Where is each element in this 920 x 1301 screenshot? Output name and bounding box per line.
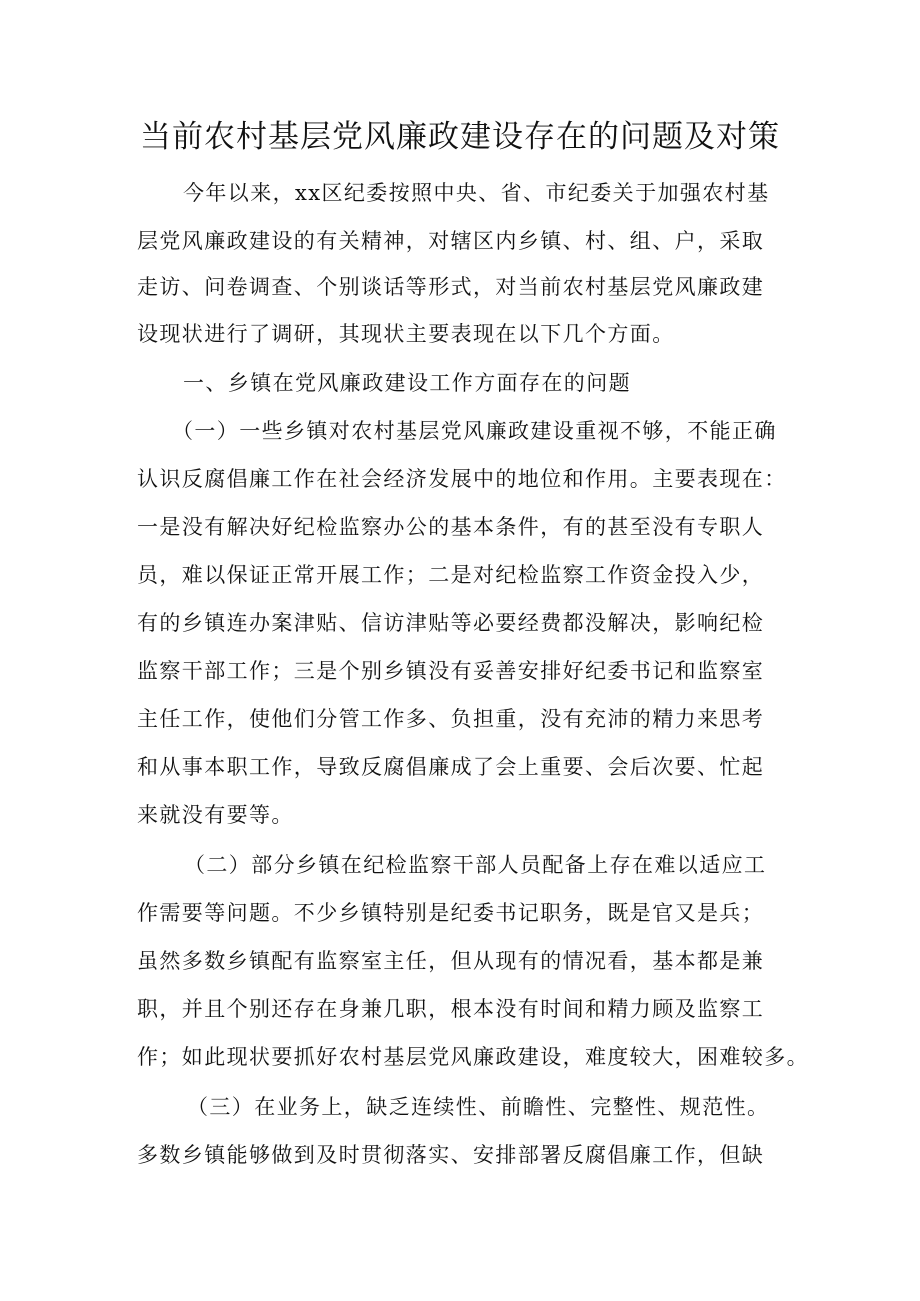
paragraph-line: 虽然多数乡镇配有监察室主任，但从现有的情况看，基本都是兼 bbox=[137, 949, 765, 973]
paragraph-line: 有的乡镇连办案津贴、信访津贴等必要经费都没解决，影响纪检 bbox=[137, 611, 765, 635]
paragraph-line: 主任工作，使他们分管工作多、负担重，没有充沛的精力来思考 bbox=[137, 707, 765, 731]
paragraph-line: 设现状进行了调研，其现状主要表现在以下几个方面。 bbox=[137, 322, 675, 346]
document-title: 当前农村基层党风廉政建设存在的问题及对策 bbox=[140, 119, 780, 155]
paragraph-line: 一是没有解决好纪检监察办公的基本条件，有的甚至没有专职人 bbox=[137, 515, 765, 539]
paragraph-line: 多数乡镇能够做到及时贯彻落实、安排部署反腐倡廉工作，但缺 bbox=[137, 1143, 765, 1167]
paragraph-line: 层党风廉政建设的有关精神，对辖区内乡镇、村、组、户，采取 bbox=[137, 229, 765, 253]
paragraph-line: （一）一些乡镇对农村基层党风廉政建设重视不够，不能正确 bbox=[172, 419, 777, 443]
paragraph-line: （二）部分乡镇在纪检监察干部人员配备上存在难以适应工 bbox=[184, 853, 767, 877]
paragraph-line: 来就没有要等。 bbox=[137, 803, 294, 827]
paragraph-line: 走访、问卷调查、个别谈话等形式，对当前农村基层党风廉政建 bbox=[137, 275, 765, 299]
paragraph-line: 作；如此现状要抓好农村基层党风廉政建设，难度较大，困难较多。 bbox=[137, 1045, 809, 1069]
paragraph-line: 职，并且个别还存在身兼几职，根本没有时间和精力顾及监察工 bbox=[137, 997, 765, 1021]
paragraph-line: 作需要等问题。不少乡镇特别是纪委书记职务，既是官又是兵； bbox=[137, 901, 765, 925]
paragraph-line: 监察干部工作；三是个别乡镇没有妥善安排好纪委书记和监察室 bbox=[137, 659, 765, 683]
section-heading: 一、乡镇在党风廉政建设工作方面存在的问题 bbox=[183, 371, 631, 395]
paragraph-line: 和从事本职工作，导致反腐倡廉成了会上重要、会后次要、忙起 bbox=[137, 755, 765, 779]
paragraph-line: （三）在业务上，缺乏连续性、前瞻性、完整性、规范性。 bbox=[187, 1095, 770, 1119]
paragraph-line: 员，难以保证正常开展工作；二是对纪检监察工作资金投入少， bbox=[137, 563, 765, 587]
paragraph-line: 认识反腐倡廉工作在社会经济发展中的地位和作用。主要表现在： bbox=[137, 467, 787, 491]
paragraph-line: 今年以来，xx区纪委按照中央、省、市纪委关于加强农村基 bbox=[183, 181, 770, 205]
